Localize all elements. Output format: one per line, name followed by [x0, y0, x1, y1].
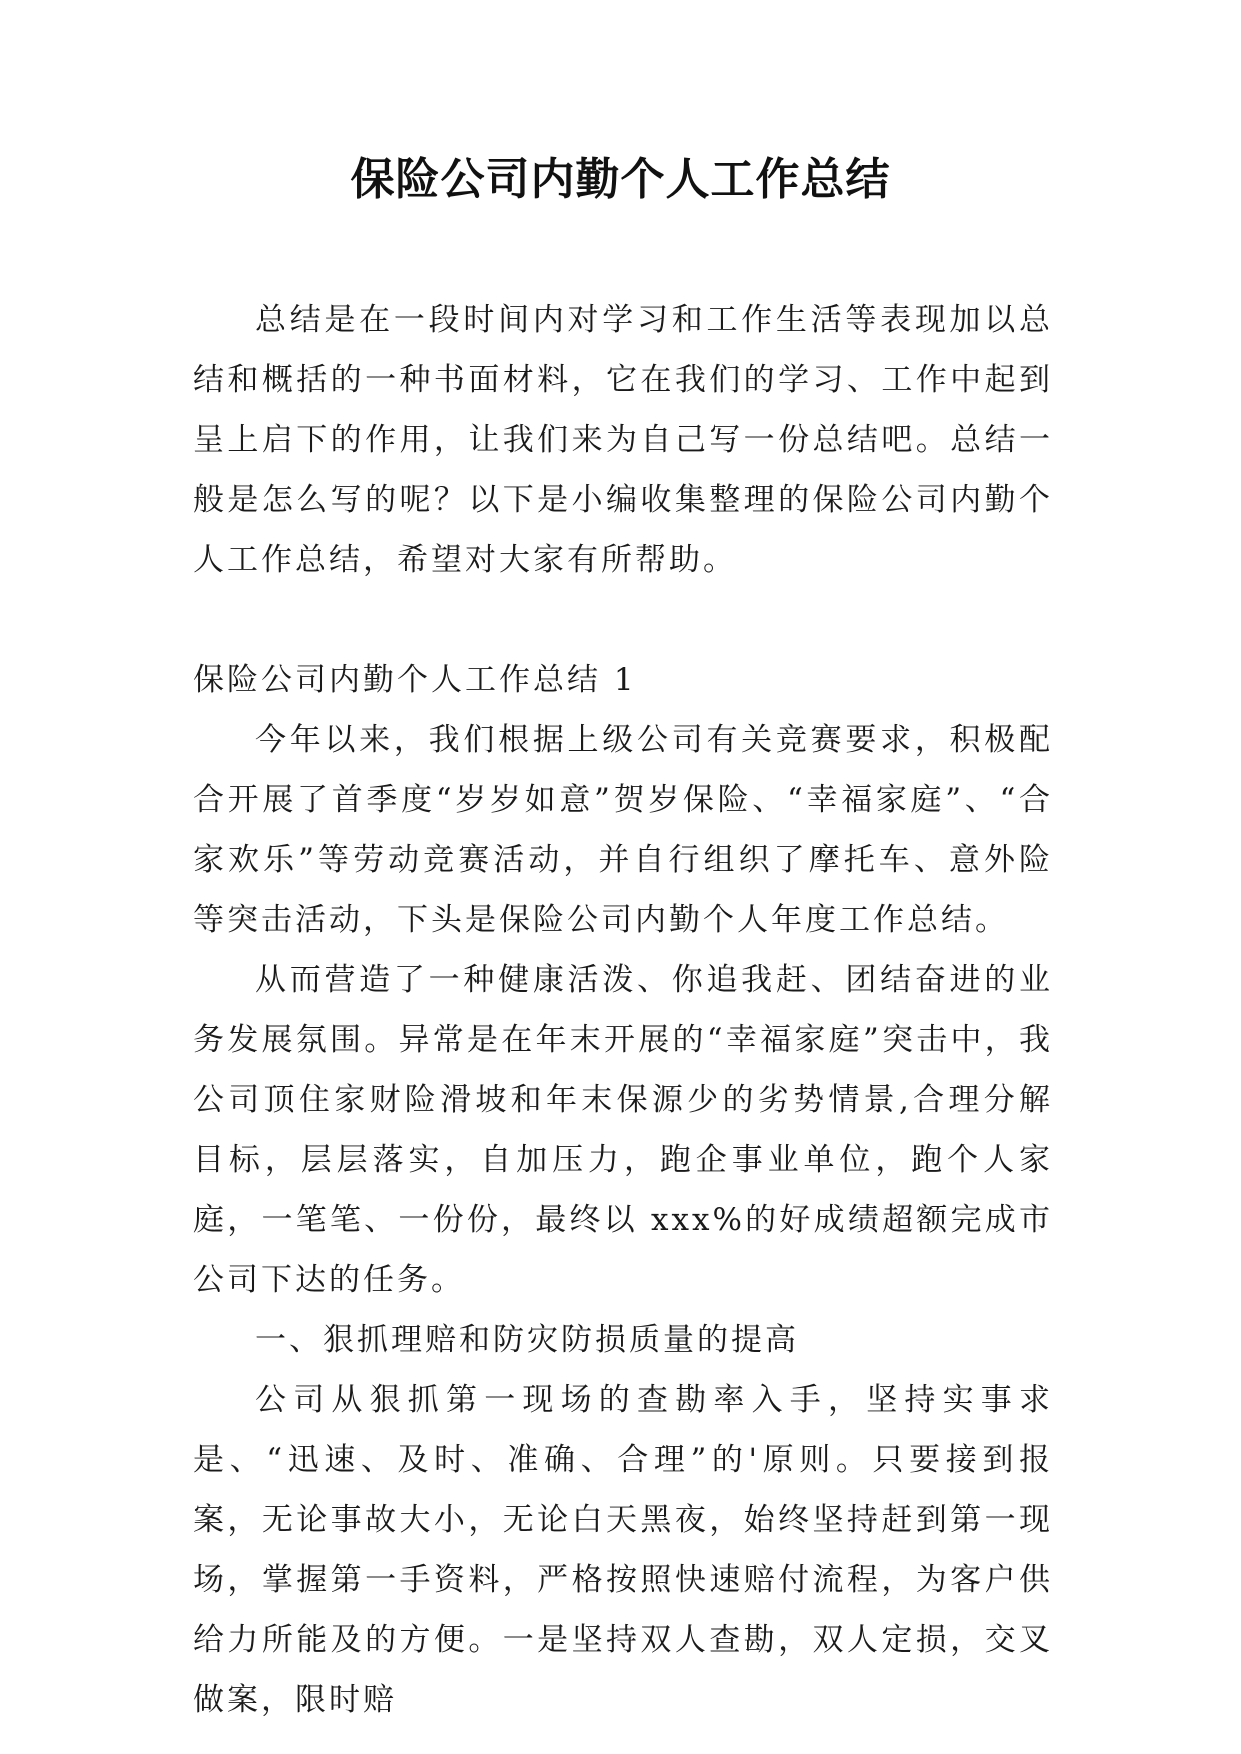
document-title: 保险公司内勤个人工作总结	[350, 154, 891, 205]
section-heading: 保险公司内勤个人工作总结 1	[193, 662, 637, 698]
body-paragraph-1: 今年以来，我们根据上级公司有关竞赛要求，积极配合开展了首季度“岁岁如意”贺岁保险、“幸福家庭”、“合家欢乐”等劳动竞赛活动，并自行组织了摩托车、意外险等突击活动，下头是保险公司内勤个人年度工作总结。	[193, 722, 1053, 938]
subsection-heading: 一、狠抓理赔和防灾防损质量的提高	[255, 1322, 799, 1358]
body-paragraph-3: 公司从狠抓第一现场的查勘率入手，坚持实事求是、“迅速、及时、准确、合理”的'原则。只要接到报案，无论事故大小，无论白天黑夜，始终坚持赶到第一现场，掌握第一手资料，严格按照快速赔付流程，为客户供给力所能及的方便。一是坚持双人查勘，双人定损，交叉做案，限时赔	[193, 1382, 1053, 1718]
document-body	[193, 290, 1053, 1730]
paragraph-gap	[193, 590, 1053, 650]
body-paragraph-2: 从而营造了一种健康活泼、你追我赶、团结奋进的业务发展氛围。异常是在年末开展的“幸福家庭”突击中，我公司顶住家财险滑坡和年末保源少的劣势情景,合理分解目标，层层落实，自加压力，跑企事业单位，跑个人家庭，一笔笔、一份份，最终以 xxx%的好成绩超额完成市公司下达的任务。	[193, 962, 1053, 1298]
intro-paragraph: 总结是在一段时间内对学习和工作生活等表现加以总结和概括的一种书面材料，它在我们的学习、工作中起到呈上启下的作用，让我们来为自己写一份总结吧。总结一般是怎么写的呢？以下是小编收集整理的保险公司内勤个人工作总结，希望对大家有所帮助。	[193, 302, 1053, 578]
